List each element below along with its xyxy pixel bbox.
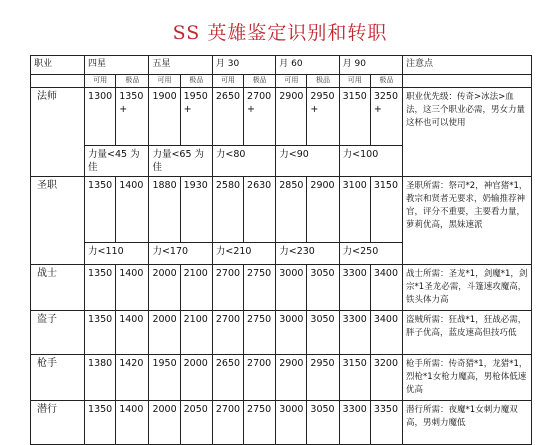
page-title: SS 英雄鉴定识别和转职 [172,22,388,44]
value-text: 3150 [342,358,367,369]
table-row [31,265,532,311]
best-value-cell [370,401,402,445]
table-row [31,311,532,355]
value-text: 3050 [310,314,335,325]
stat-hint-cell: 力<210 [212,243,275,265]
usable-value-cell [149,88,180,146]
usable-value-cell [85,177,116,243]
class-name-cell: 盗子 [31,311,85,355]
value-text: 3300 [342,404,367,415]
header-4star: 四星 [85,56,149,75]
stat-hint-cell: 力量<45 为佳 [85,146,149,177]
best-value-cell [307,311,339,355]
value-text: 3050 [310,404,335,415]
value-text: 2750 [247,314,272,325]
value-text: 2700 [215,268,241,279]
usable-value-cell [276,88,307,146]
subheader-usable: 可用 [212,75,243,88]
best-value-cell [116,311,149,355]
best-value-cell [307,355,339,401]
best-value-cell [116,355,149,401]
value-text: 2850 [279,180,304,191]
stat-hint-cell: 力<100 [339,146,402,177]
usable-value-cell [276,177,307,243]
table-row [31,88,532,146]
note-cell: 战士所需：圣龙*1，剑魔*1，剑宗*1圣龙必需，斗篷速攻魔高，铁头体力高 [403,265,532,311]
stat-hint-cell: 力<250 [339,243,402,265]
usable-value-cell [276,265,307,311]
best-value-cell [370,88,402,146]
best-value-cell [116,177,149,243]
value-text: 1400 [119,180,144,191]
value-text: 2950 + [310,91,335,115]
usable-value-cell [85,355,116,401]
best-value-cell [180,355,212,401]
table-row [31,355,532,401]
best-value-cell [370,355,402,401]
value-text: 1400 [119,268,144,279]
usable-value-cell [149,401,180,445]
usable-value-cell [149,355,180,401]
value-text: 1950 [152,358,177,369]
stat-hint-cell: 力量<65 为佳 [149,146,212,177]
value-text: 3300 [342,314,367,325]
value-text: 2750 [247,404,272,415]
value-text: 2050 [183,404,208,415]
usable-value-cell [339,177,370,243]
stat-hint-cell: 力<110 [85,243,149,265]
value-text: 1300 [88,91,113,102]
value-text: 2900 [310,180,335,191]
value-text: 1350 [88,314,113,325]
usable-value-cell [276,401,307,445]
table-row [31,177,532,243]
note-cell: 圣职所需：祭司*2，神官猪*1，教宗和贤者无要求，奶输推荐神官，评分不重要，主要看力量，萝莉优高，黑妹速派 [403,177,532,265]
note-cell: 潜行所需：夜魔*1女刺力魔双高，男刺力魔低 [403,401,532,445]
value-text: 3050 [310,268,335,279]
value-text: 2700 + [247,91,272,115]
usable-value-cell [212,265,243,311]
best-value-cell [370,265,402,311]
class-name-cell: 圣职 [31,177,85,265]
value-text: 2100 [183,314,208,325]
value-text: 2700 [215,404,241,415]
class-name-cell: 战士 [31,265,85,311]
value-text: 2650 [215,358,241,369]
usable-value-cell [85,311,116,355]
value-text: 2000 [183,358,208,369]
usable-value-cell [212,355,243,401]
class-name-cell: 法师 [31,88,85,177]
usable-value-cell [85,401,116,445]
best-value-cell [244,401,276,445]
value-text: 1400 [119,314,144,325]
value-text: 1880 [152,180,177,191]
value-text: 3350 [373,404,398,415]
best-value-cell [307,401,339,445]
value-text: 1350 + [119,91,144,115]
usable-value-cell [212,311,243,355]
subheader-blank [403,75,532,88]
value-text: 2000 [152,268,177,279]
best-value-cell [116,265,149,311]
best-value-cell [180,311,212,355]
best-value-cell [244,265,276,311]
value-text: 1420 [119,358,144,369]
value-text: 2000 [152,404,177,415]
header-moon30: 月 30 [212,56,275,75]
usable-value-cell [339,355,370,401]
note-cell: 盗贼所需：狂战*1，狂战必需，胖子优高，蓝皮速高但技巧低 [403,311,532,355]
value-text: 1950 + [183,91,208,115]
subheader-best: 极品 [307,75,339,88]
usable-value-cell [339,88,370,146]
value-text: 1380 [88,358,113,369]
usable-value-cell [149,311,180,355]
value-text: 1350 [88,404,113,415]
best-value-cell [180,401,212,445]
value-text: 1900 [152,91,177,102]
subheader-blank [31,75,85,88]
value-text: 2700 [247,358,272,369]
value-text: 3300 [342,268,367,279]
header-5star: 五星 [149,56,212,75]
usable-value-cell [212,177,243,243]
note-cell: 职业优先级：传奇>冰法>血法，这三个职业必需，男女力量这杯也可以使用 [403,88,532,177]
value-text: 2580 [215,180,241,191]
class-name-cell: 潜行 [31,401,85,445]
best-value-cell [307,88,339,146]
value-text: 2950 [310,358,335,369]
value-text: 3250 + [373,91,398,115]
value-text: 1350 [88,268,113,279]
usable-value-cell [339,311,370,355]
value-text: 2900 [279,91,304,102]
value-text: 3000 [279,404,304,415]
value-text: 2700 [215,314,241,325]
subheader-usable: 可用 [276,75,307,88]
usable-value-cell [85,265,116,311]
value-text: 3000 [279,268,304,279]
value-text: 2100 [183,268,208,279]
subheader-best: 极品 [370,75,402,88]
best-value-cell [244,355,276,401]
best-value-cell [116,88,149,146]
best-value-cell [244,177,276,243]
usable-value-cell [212,88,243,146]
header-moon90: 月 90 [339,56,402,75]
best-value-cell [244,88,276,146]
stat-hint-cell: 力<80 [212,146,275,177]
value-text: 3200 [373,358,398,369]
usable-value-cell [149,177,180,243]
usable-value-cell [85,88,116,146]
value-text: 3000 [279,314,304,325]
header-class: 职业 [31,56,85,75]
class-name-cell: 枪手 [31,355,85,401]
usable-value-cell [276,311,307,355]
stat-hint-cell: 力<230 [276,243,339,265]
value-text: 3400 [373,268,398,279]
header-moon60: 月 60 [276,56,339,75]
subheader-best: 极品 [180,75,212,88]
best-value-cell [370,177,402,243]
best-value-cell [180,177,212,243]
subheader-row [31,75,532,88]
usable-value-cell [212,401,243,445]
header-notes: 注意点 [403,56,532,75]
best-value-cell [307,265,339,311]
value-text: 3150 [373,180,398,191]
value-text: 2630 [247,180,272,191]
best-value-cell [370,311,402,355]
note-cell: 枪手所需：传奇猎*1，龙猎*1，烈枪*1女枪力魔高，男枪体低速优高 [403,355,532,401]
value-text: 2000 [152,314,177,325]
value-text: 3100 [342,180,367,191]
subheader-usable: 可用 [85,75,116,88]
header-row [31,56,532,75]
best-value-cell [116,401,149,445]
value-text: 3400 [373,314,398,325]
subheader-usable: 可用 [149,75,180,88]
stat-hint-cell: 力<90 [276,146,339,177]
value-text: 2750 [247,268,272,279]
class-table [30,55,532,445]
best-value-cell [180,88,212,146]
value-text: 1400 [119,404,144,415]
usable-value-cell [149,265,180,311]
subheader-usable: 可用 [339,75,370,88]
value-text: 3150 [342,91,367,102]
usable-value-cell [339,265,370,311]
best-value-cell [244,311,276,355]
subheader-best: 极品 [244,75,276,88]
usable-value-cell [339,401,370,445]
subheader-best: 极品 [116,75,149,88]
best-value-cell [307,177,339,243]
stat-hint-cell: 力<170 [149,243,212,265]
usable-value-cell [276,355,307,401]
value-text: 1930 [183,180,208,191]
best-value-cell [180,265,212,311]
table-row [31,401,532,445]
value-text: 2900 [279,358,304,369]
value-text: 2650 [215,91,241,102]
value-text: 1350 [88,180,113,191]
